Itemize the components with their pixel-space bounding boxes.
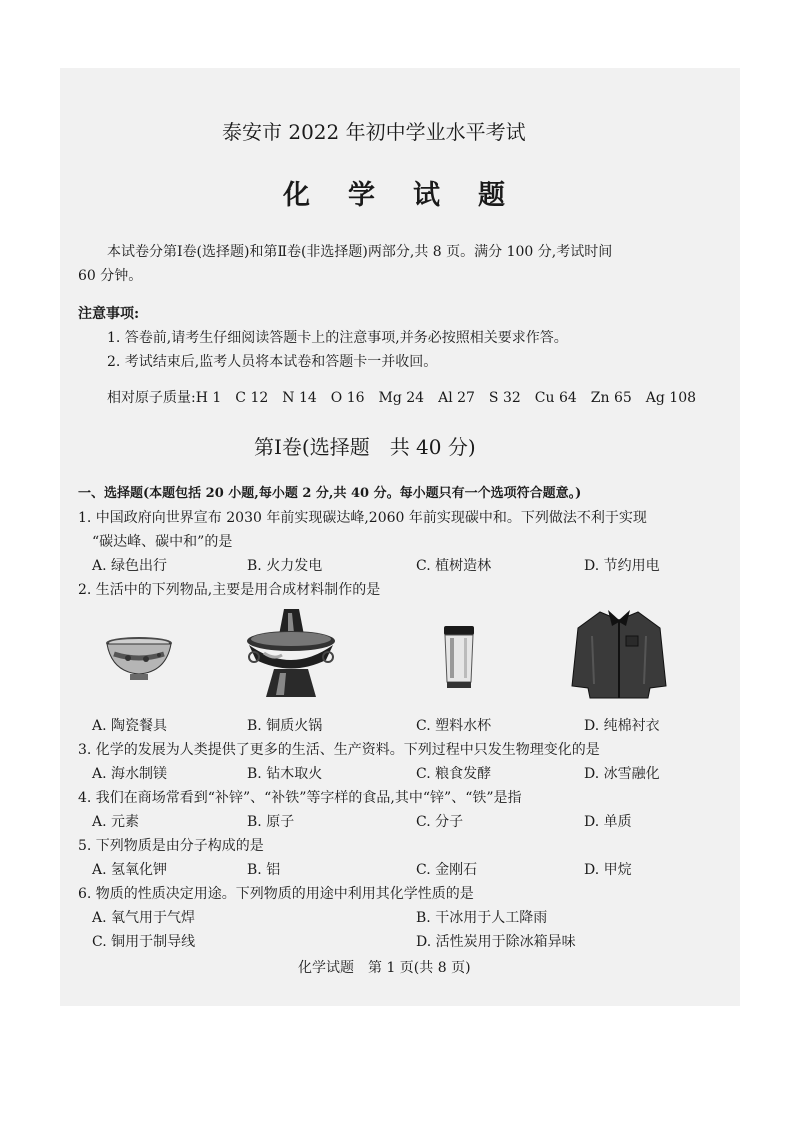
- q3-option-b: B. 钻木取火: [247, 766, 323, 782]
- q4-option-d: D. 单质: [584, 814, 632, 830]
- q4-option-a: A. 元素: [92, 814, 140, 830]
- cotton-shirt-icon: [570, 606, 668, 702]
- q2-option-a: A. 陶瓷餐具: [92, 718, 168, 734]
- plastic-cup-icon: [442, 624, 476, 690]
- q6-stem: 6. 物质的性质决定用途。下列物质的用途中利用其化学性质的是: [78, 886, 474, 902]
- copper-hotpot-icon: [244, 605, 339, 700]
- notes-item-1: 1. 答卷前,请考生仔细阅读答题卡上的注意事项,并务必按照相关要求作答。: [107, 330, 568, 346]
- q1-option-d: D. 节约用电: [584, 558, 660, 574]
- q1-option-c: C. 植树造林: [416, 558, 492, 574]
- q4-option-c: C. 分子: [416, 814, 464, 830]
- q5-stem: 5. 下列物质是由分子构成的是: [78, 838, 264, 854]
- q1-option-b: B. 火力发电: [247, 558, 323, 574]
- section-instruction: 一、选择题(本题包括 20 小题,每小题 2 分,共 40 分。每小题只有一个选项符合题意。): [78, 486, 582, 501]
- q1-option-a: A. 绿色出行: [92, 558, 168, 574]
- page-footer: 化学试题 第 1 页(共 8 页): [298, 960, 471, 976]
- q4-stem: 4. 我们在商场常看到“补锌”、“补铁”等字样的食品,其中“锌”、“铁”是指: [78, 790, 522, 806]
- q2-stem: 2. 生活中的下列物品,主要是用合成材料制作的是: [78, 582, 381, 598]
- q2-option-c: C. 塑料水杯: [416, 718, 492, 734]
- exam-title: 泰安市 2022 年初中学业水平考试: [222, 120, 526, 144]
- notes-item-2: 2. 考试结束后,监考人员将本试卷和答题卡一并收回。: [107, 354, 438, 370]
- q1-stem-2: “碳达峰、碳中和”的是: [92, 534, 233, 550]
- q2-option-b: B. 铜质火锅: [247, 718, 323, 734]
- q2-option-d: D. 纯棉衬衣: [584, 718, 660, 734]
- q6-option-a: A. 氧气用于气焊: [92, 910, 196, 926]
- section-title: 第Ⅰ卷(选择题 共 40 分): [254, 435, 476, 459]
- ceramic-bowl-icon: [104, 636, 174, 686]
- subject-title: 化学试题: [283, 180, 543, 211]
- q3-stem: 3. 化学的发展为人类提供了更多的生活、生产资料。下列过程中只发生物理变化的是: [78, 742, 600, 758]
- notes-heading: 注意事项:: [78, 306, 140, 322]
- q5-option-d: D. 甲烷: [584, 862, 632, 878]
- q6-option-c: C. 铜用于制导线: [92, 934, 196, 950]
- intro-line-2: 60 分钟。: [78, 268, 143, 284]
- q3-option-a: A. 海水制镁: [92, 766, 168, 782]
- q5-option-c: C. 金刚石: [416, 862, 478, 878]
- intro-line-1: 本试卷分第Ⅰ卷(选择题)和第Ⅱ卷(非选择题)两部分,共 8 页。满分 100 分,考试时间: [107, 244, 613, 260]
- q6-option-d: D. 活性炭用于除冰箱异味: [416, 934, 576, 950]
- q3-option-c: C. 粮食发酵: [416, 766, 492, 782]
- atomic-masses: 相对原子质量:H 1 C 12 N 14 O 16 Mg 24 Al 27 S 32 Cu 64 Zn 65 Ag 108: [107, 390, 697, 406]
- q3-option-d: D. 冰雪融化: [584, 766, 660, 782]
- q5-option-a: A. 氢氧化钾: [92, 862, 168, 878]
- q6-option-b: B. 干冰用于人工降雨: [416, 910, 548, 926]
- q5-option-b: B. 铝: [247, 862, 281, 878]
- q4-option-b: B. 原子: [247, 814, 295, 830]
- q1-stem-1: 1. 中国政府向世界宣布 2030 年前实现碳达峰,2060 年前实现碳中和。下列做法不利于实现: [78, 510, 647, 526]
